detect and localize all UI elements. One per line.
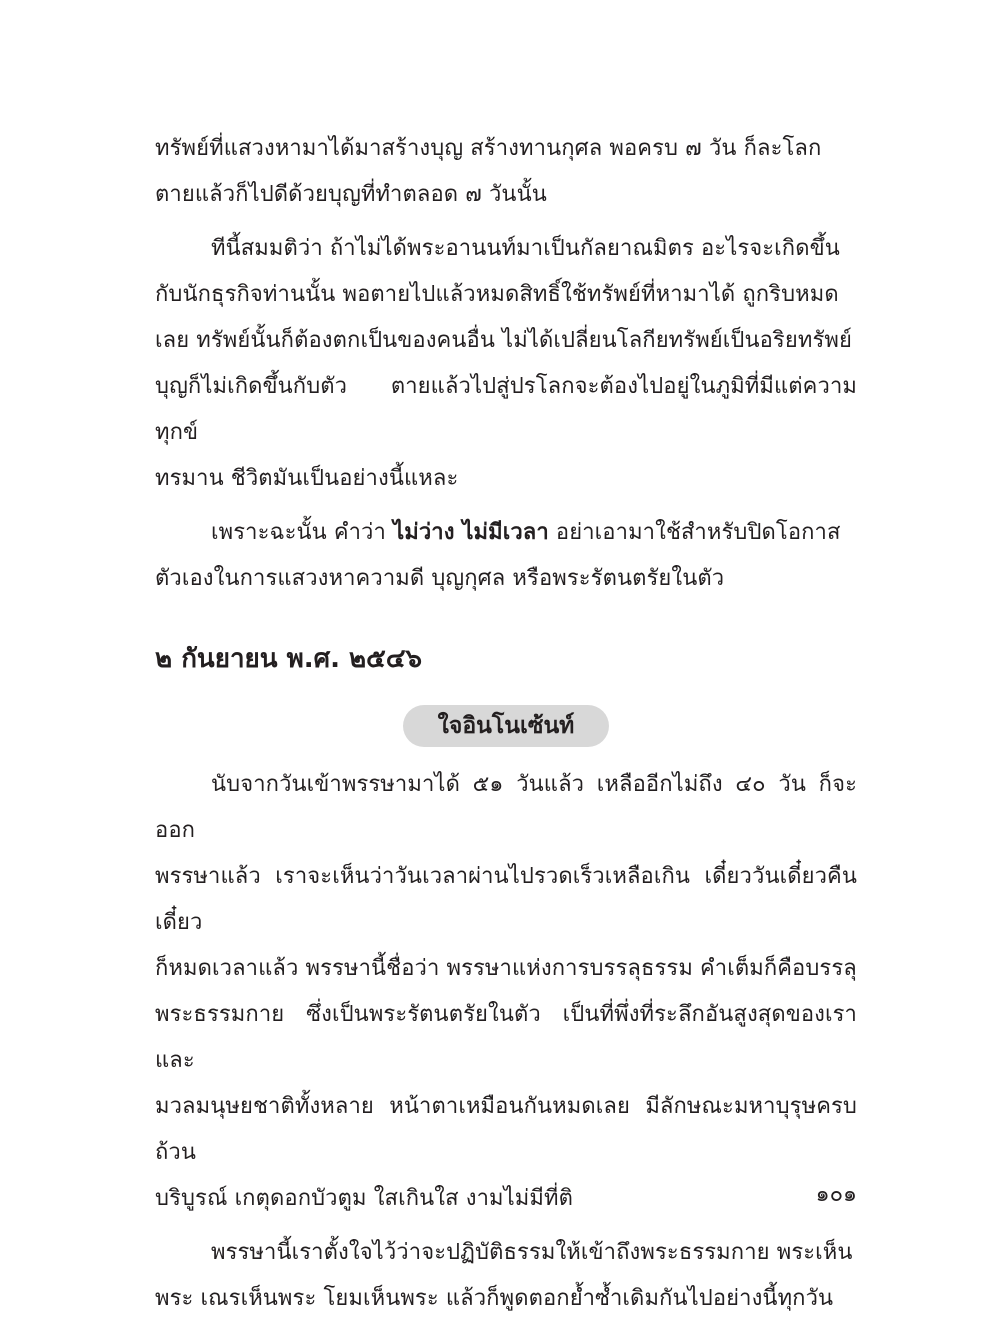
line: ทรมาน ชีวิตมันเป็นอย่างนี้แหละ <box>155 466 459 491</box>
line-part: อย่าเอามาใช้สำหรับปิดโอกาส <box>548 520 841 545</box>
line: ทีนี้สมมติว่า ถ้าไม่ได้พระอานนท์มาเป็นกัลยาณมิตร อะไรจะเกิดขึ้น <box>211 236 840 261</box>
paragraph-5 <box>155 1230 857 1322</box>
line: ทรัพย์ที่แสวงหามาได้มาสร้างบุญ สร้างทานกุศล พอครบ ๗ วัน ก็ละโลก <box>155 136 822 161</box>
section1-text <box>155 126 857 602</box>
paragraph-2 <box>155 226 857 502</box>
paragraph-4 <box>155 762 857 1222</box>
line: ตัวเองในการแสวงหาความดี บุญกุศล หรือพระรัตนตรัยในตัว <box>155 566 725 591</box>
line: ก็หมดเวลาแล้ว พรรษานี้ชื่อว่า พรรษาแห่งการบรรลุธรรม คำเต็มก็คือบรรลุ <box>155 956 857 981</box>
line: นับจากวันเข้าพรรษามาได้ ๕๑ วันแล้ว เหลืออีกไม่ถึง ๔๐ วัน ก็จะออก <box>155 772 857 843</box>
section2-text <box>155 762 857 1322</box>
chapter-title-badge <box>403 705 609 747</box>
chapter-title: ใจอินโนเซ้นท์ <box>437 713 575 739</box>
line: ตายแล้วก็ไปดีด้วยบุญที่ทำตลอด ๗ วันนั้น <box>155 182 547 207</box>
line: พรรษาแล้ว เราจะเห็นว่าวันเวลาผ่านไปรวดเร็วเหลือเกิน เดี๋ยววันเดี๋ยวคืนเดี๋ยว <box>155 864 857 935</box>
line: บริบูรณ์ เกตุดอกบัวตูม ใสเกินใส งามไม่มีที่ติ <box>155 1186 573 1211</box>
emphasis-phrase: ไม่ว่าง ไม่มีเวลา <box>393 520 549 545</box>
line-part: เพราะฉะนั้น คำว่า <box>211 520 394 545</box>
line: พระธรรมกาย ซึ่งเป็นพระรัตนตรัยในตัว เป็นที่พึ่งที่ระลึกอันสูงสุดของเราและ <box>155 1002 857 1073</box>
paragraph-1 <box>155 126 857 218</box>
line: บุญก็ไม่เกิดขึ้นกับตัว ตายแล้วไปสู่ปรโลกจะต้องไปอยู่ในภูมิที่มีแต่ความทุกข์ <box>155 374 857 445</box>
page-number: ๑๐๑ <box>815 1182 857 1207</box>
date-heading: ๒ กันยายน พ.ศ. ๒๕๔๖ <box>155 644 423 674</box>
line: มวลมนุษยชาติทั้งหลาย หน้าตาเหมือนกันหมดเลย มีลักษณะมหาบุรุษครบถ้วน <box>155 1094 857 1165</box>
line: พรรษานี้เราตั้งใจไว้ว่าจะปฏิบัติธรรมให้เข้าถึงพระธรรมกาย พระเห็น <box>211 1240 853 1265</box>
paragraph-3 <box>155 510 857 602</box>
line: กับนักธุรกิจท่านนั้น พอตายไปแล้วหมดสิทธิ์ใช้ทรัพย์ที่หามาได้ ถูกริบหมด <box>155 282 839 307</box>
line: พระ เณรเห็นพระ โยมเห็นพระ แล้วก็พูดตอกย้ำซ้ำเดิมกันไปอย่างนี้ทุกวัน <box>155 1286 834 1311</box>
line: เลย ทรัพย์นั้นก็ต้องตกเป็นของคนอื่น ไม่ได้เปลี่ยนโลกียทรัพย์เป็นอริยทรัพย์ <box>155 328 852 353</box>
